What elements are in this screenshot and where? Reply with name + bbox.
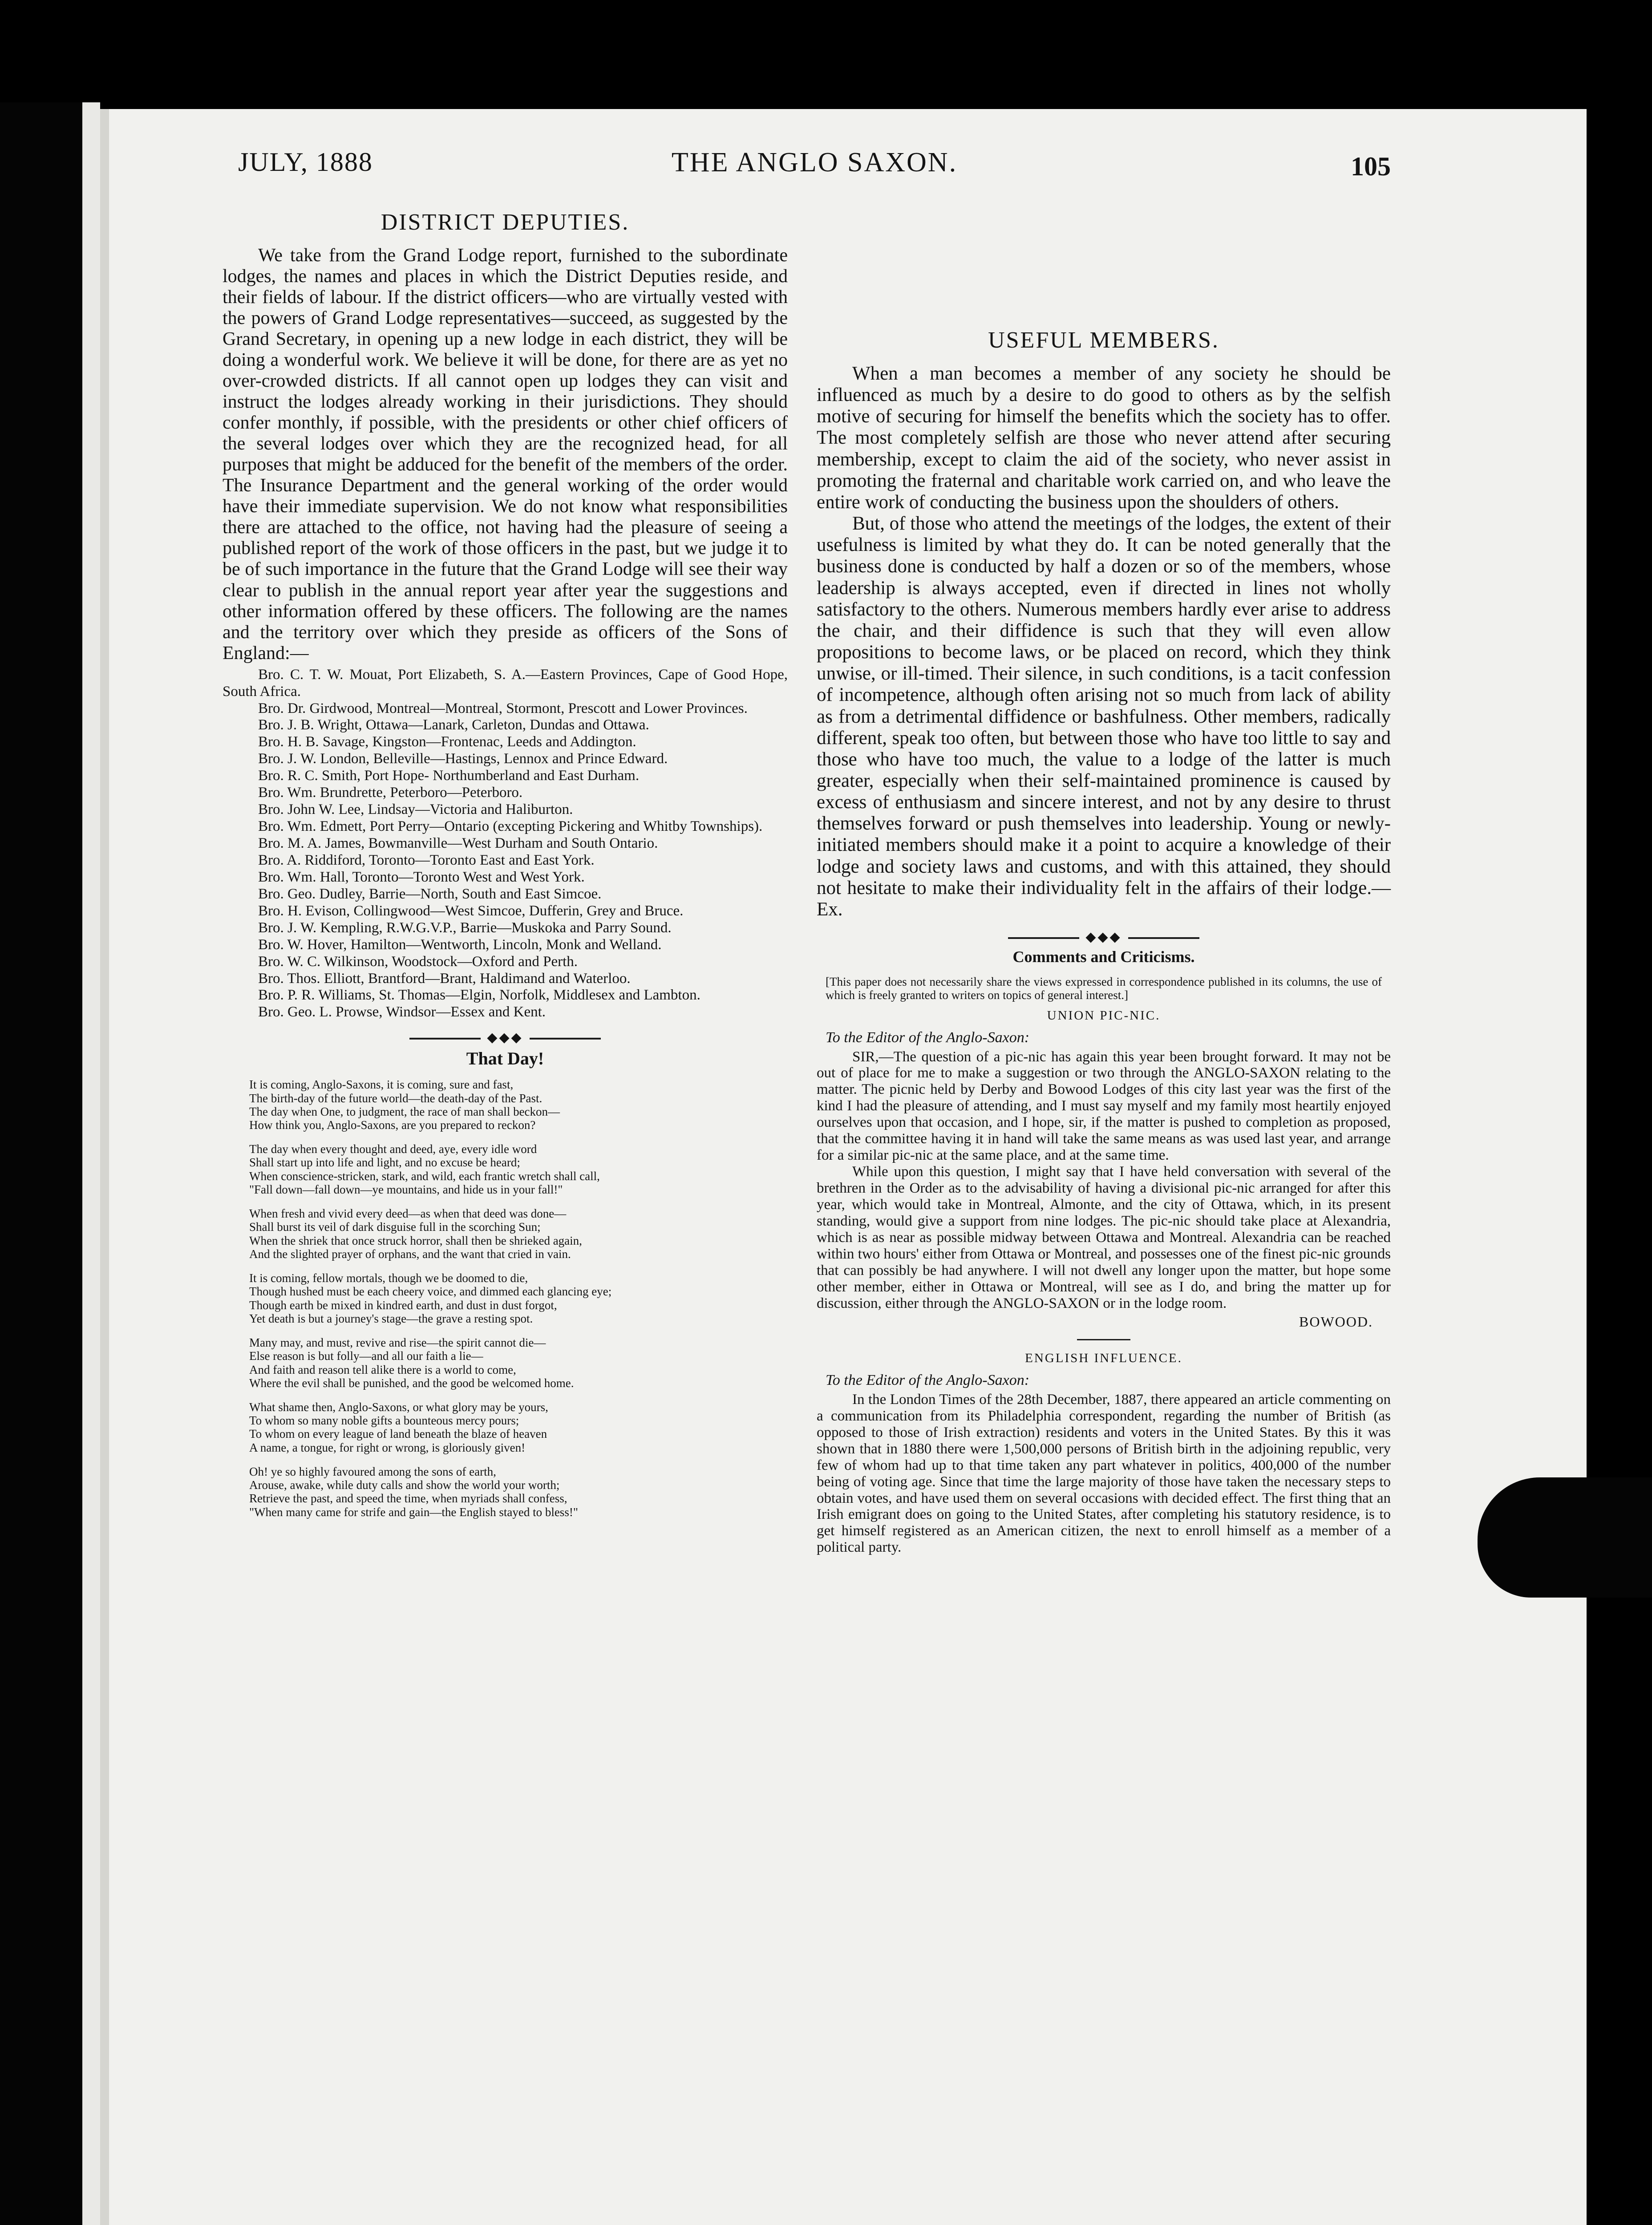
poem-line: And the slighted prayer of orphans, and the want that cried in vain. (249, 1247, 571, 1261)
poem-line: Yet death is but a journey's stage—the grave a resting spot. (249, 1311, 533, 1325)
deputy-entry: Bro. W. Hover, Hamilton—Wentworth, Lincoln, Monk and Welland. (258, 936, 662, 953)
poem-line: Shall start up into life and light, and no excuse be heard; (249, 1156, 520, 1169)
picnic-letter-paragraph: SIR,—The question of a pic-nic has again this year been brought forward. It may not be out of place for me to make a suggestion or two through the ANGLO-SAXON relating to the matter. The picnic held by Derby and Bowood Lodges of this city last year was the first of the kind I had the pleasure of attending, and I must say myself and my family most heartily enjoyed ourselves upon that occasion, and I hope, sir, if the matter is pushed to completion as proposed, that the committee having it in hand will take the same means as was used last year, and arrange for a similar pic-nic at the same place, and at the same time. (817, 1048, 1391, 1164)
deputy-entry: Bro. W. C. Wilkinson, Woodstock—Oxford and Perth. (258, 953, 578, 970)
poem-line: To whom so many noble gifts a bounteous mercy pours; (249, 1414, 519, 1428)
union-picnic-heading: UNION PIC-NIC. (1047, 1008, 1161, 1023)
deputy-entry: Bro. H. B. Savage, Kingston—Frontenac, Leeds and Addington. (258, 734, 636, 750)
district-deputies-intro: We take from the Grand Lodge report, furnished to the subordinate lodges, the names and places in which the District Deputies reside, and their fields of labour. If the district officers—who are virtually vested with the powers of Grand Lodge representatives—succeed, as suggested by the Grand Secretary, in opening up a new lodge in each district, they will be doing a wonderful work. We believe it will be done, for there are as yet no over-crowded districts. If all cannot open up lodges they can visit and instruct the lodges already working in their jurisdictions. They should confer monthly, if possible, with the presidents or other chief officers of the several lodges over which they are the recognized head, for all purposes that might be adduced for the benefit of the members of the order. The Insurance Department and the general working of the order would have their immediate supervision. We do not know what responsibilities there are attached to the office, not having had the pleasure of seeing a published report of the work of those officers in the past, but we judge it to be of such importance in the future that the Grand Lodge will see their way clear to publish in the annual report year after year the suggestions and other information offered by these officers. The following are the names and the territory over which they preside as officers of the Sons of England:— (223, 245, 788, 663)
deputy-entry: Bro. John W. Lee, Lindsay—Victoria and Haliburton. (258, 801, 573, 818)
poem-stanza (249, 1465, 788, 1519)
english-influence-heading: ENGLISH INFLUENCE. (1025, 1351, 1182, 1365)
page-number: 105 (1351, 152, 1391, 181)
poem-line: Though earth be mixed in kindred earth, and dust in dust forgot, (249, 1298, 557, 1312)
that-day-poem (249, 1078, 788, 1519)
page-binding (100, 109, 109, 2225)
deputy-entry: Bro. J. B. Wright, Ottawa—Lanark, Carleton, Dundas and Ottawa. (258, 717, 649, 733)
poem-line: Many may, and must, revive and rise—the spirit cannot die— (249, 1336, 546, 1350)
poem-line: How think you, Anglo-Saxons, are you prepared to reckon? (249, 1118, 536, 1132)
poem-stanza (249, 1336, 788, 1390)
right-column (817, 327, 1391, 1556)
poem-line: A name, a tongue, for right or wrong, is gloriously given! (249, 1440, 526, 1454)
left-column (223, 209, 788, 1529)
deputy-entry: Bro. Geo. L. Prowse, Windsor—Essex and Kent. (258, 1004, 546, 1020)
poem-line: It is coming, fellow mortals, though we be doomed to die, (249, 1271, 528, 1285)
poem-line: The day when every thought and deed, aye, every idle word (249, 1142, 537, 1156)
poem-stanza (249, 1271, 788, 1325)
page-header (238, 147, 1391, 196)
deputy-entry: Bro. J. W. London, Belleville—Hastings, Lennox and Prince Edward. (258, 751, 668, 767)
useful-members-paragraph: But, of those who attend the meetings of the lodges, the extent of their usefulness is limited by what they do. It can be noted generally that the business done is conducted by half a dozen or so of the members, whose leadership is always accepted, even if directed in lines not wholly satisfactory to the others. Numerous members hardly ever arise to address the chair, and their diffidence is such that they will even allow propositions to become laws, or be placed on record, which they think unwise, or ill-timed. Their silence, in such conditions, is a tacit confession of incompetence, although often arising not so much from lack of ability as from a detrimental diffidence or bashfulness. Other members, radically different, speak too often, but between those who have too little to say and those who have too much, the value to a lodge of the latter is much greater, especially when their self-maintained prominence is caused by excess of enthusiasm and sincere interest, and not by any desire to thrust themselves forward or push themselves into leadership. Young or newly-initiated members should make it a point to acquire a knowledge of their lodge and society laws and customs, and with this attained, they should not hesitate to make their individuality felt in the affairs of their lodge.—Ex. (817, 513, 1391, 920)
district-deputies-title: DISTRICT DEPUTIES. (381, 210, 630, 235)
deputy-entry: Bro. J. W. Kempling, R.W.G.V.P., Barrie—Muskoka and Parry Sound. (258, 919, 672, 936)
to-editor-salutation: To the Editor of the Anglo-Saxon: (826, 1371, 1030, 1388)
poem-line: It is coming, Anglo-Saxons, it is coming, sure and fast, (249, 1078, 514, 1092)
poem-line: Where the evil shall be punished, and the good be welcomed home. (249, 1376, 574, 1390)
poem-line: Else reason is but folly—and all our faith a lie— (249, 1349, 483, 1363)
poem-line: The birth-day of the future world—the death-day of the Past. (249, 1091, 543, 1105)
poem-line: What shame then, Anglo-Saxons, or what glory may be yours, (249, 1400, 548, 1414)
deputy-entry: Bro. H. Evison, Collingwood—West Simcoe, Dufferin, Grey and Bruce. (258, 902, 684, 919)
picnic-letter-paragraph: While upon this question, I might say that I have held conversation with several of the brethren in the Order as to the advisability of having a divisional pic-nic arranged for after this year, which would take in Montreal, Almonte, and the city of Ottawa, which, in its present standing, would give a support from nine lodges. The pic-nic should take place at Alexandria, which is as near as possible midway between Ottawa and Montreal. Alexandria can be reached within two hours' either from Ottawa or Montreal, and possesses one of the finest pic-nic grounds that can possibly be had anywhere. I will not dwell any longer upon the matter, but hope some other member, either in Ottawa or Montreal, will see as I do, and bring the matter up for discussion, either through the ANGLO-SAXON or in the lodge room. (817, 1164, 1391, 1311)
english-influence-paragraph: In the London Times of the 28th December, 1887, there appeared an article commenting on a communication from its Philadelphia correspondent, regarding the number of British (as opposed to those of Irish extraction) residents and voters in the United States. By this it was shown that in 1880 there were 1,500,000 persons of British birth in the adjoining republic, very few of whom had up to that time taken any part whatever in politics, 400,000 of the number being of voting age. Since that time the large majority of those have taken the necessary steps to obtain votes, and have used them on several occasions with decided effect. The first thing that an Irish emigrant does on going to the United States, after completing his statutory residence, is to get himself registered as an American citizen, the next to enroll himself as a member of a political party. (817, 1391, 1391, 1556)
deputies-list (223, 667, 788, 1021)
section-ornament: ◆◆◆ (817, 929, 1391, 945)
poem-line: "When many came for strife and gain—the English stayed to bless!" (249, 1505, 578, 1519)
poem-line: And faith and reason tell alike there is a world to come, (249, 1363, 516, 1376)
deputy-entry: Bro. C. T. W. Mouat, Port Elizabeth, S. A.—Eastern Provinces, Cape of Good Hope, South Africa. (223, 666, 788, 700)
deputy-entry: Bro. A. Riddiford, Toronto—Toronto East and East York. (258, 852, 595, 868)
poem-line: Though hushed must be each cheery voice, and dimmed each glancing eye; (249, 1285, 612, 1299)
deputy-entry: Bro. Dr. Girdwood, Montreal—Montreal, Stormont, Prescott and Lower Provinces. (258, 700, 748, 716)
deputy-entry: Bro. R. C. Smith, Port Hope- Northumberland and East Durham. (258, 768, 640, 784)
poem-stanza (249, 1078, 788, 1132)
letter-signature: BOWOOD. (1299, 1313, 1373, 1330)
deputy-entry: Bro. Wm. Hall, Toronto—Toronto West and West York. (258, 869, 585, 885)
poem-line: Oh! ye so highly favoured among the sons of earth, (249, 1464, 496, 1478)
useful-members-title: USEFUL MEMBERS. (988, 328, 1219, 353)
editorial-note: [This paper does not necessarily share the views expressed in correspondence published in its columns, the use of which is freely granted to writers on topics of general interest.] (826, 975, 1382, 1002)
poem-line: When fresh and vivid every deed—as when that deed was done— (249, 1207, 567, 1221)
poem-line: To whom on every league of land beneath the blaze of heaven (249, 1427, 547, 1441)
poem-line: Arouse, awake, while duty calls and show the world your worth; (249, 1478, 560, 1492)
poem-stanza (249, 1142, 788, 1196)
poem-line: Shall burst its veil of dark disguise full in the scorching Sun; (249, 1220, 541, 1234)
deputy-entry: Bro. Geo. Dudley, Barrie—North, South and East Simcoe. (258, 886, 602, 902)
poem-stanza (249, 1400, 788, 1454)
poem-line: When the shriek that once struck horror, shall then be shrieked again, (249, 1234, 582, 1247)
scanner-thumb-shadow (1478, 1477, 1652, 1598)
poem-line: Retrieve the past, and speed the time, when myriads shall confess, (249, 1492, 567, 1505)
poem-line: "Fall down—fall down—ye mountains, and hide us in your fall!" (249, 1182, 563, 1196)
poem-line: The day when One, to judgment, the race of man shall beckon— (249, 1104, 560, 1118)
comments-title: Comments and Criticisms. (1012, 948, 1195, 966)
deputy-entry: Bro. Wm. Brundrette, Peterboro—Peterboro. (258, 785, 523, 801)
header-title: THE ANGLO SAXON. (671, 147, 958, 178)
facing-page-edge (82, 102, 100, 2225)
poem-line: When conscience-stricken, stark, and wild, each frantic wretch shall call, (249, 1169, 600, 1183)
deputy-entry: Bro. P. R. Williams, St. Thomas—Elgin, Norfolk, Middlesex and Lambton. (258, 987, 700, 1003)
deputy-entry: Bro. M. A. James, Bowmanville—West Durham and South Ontario. (258, 835, 658, 851)
deputy-entry: Bro. Thos. Elliott, Brantford—Brant, Haldimand and Waterloo. (258, 970, 631, 987)
to-editor-salutation: To the Editor of the Anglo-Saxon: (826, 1029, 1030, 1046)
that-day-title: That Day! (466, 1048, 544, 1069)
section-ornament: ◆◆◆ (223, 1030, 788, 1045)
poem-stanza (249, 1207, 788, 1261)
deputy-entry: Bro. Wm. Edmett, Port Perry—Ontario (excepting Pickering and Whitby Townships). (258, 818, 763, 835)
divider-rule (1077, 1339, 1130, 1340)
header-date: JULY, 1888 (238, 147, 373, 177)
useful-members-paragraph: When a man becomes a member of any society he should be influenced as much by a desire to do good to others as by the selfish motive of securing for himself the benefits which the society has to offer. The most completely selfish are those who never attend after securing membership, except to claim the aid of the society, who never assist in promoting the fraternal and charitable work carried on, and who leave the entire work of conducting the business upon the shoulders of others. (817, 363, 1391, 513)
